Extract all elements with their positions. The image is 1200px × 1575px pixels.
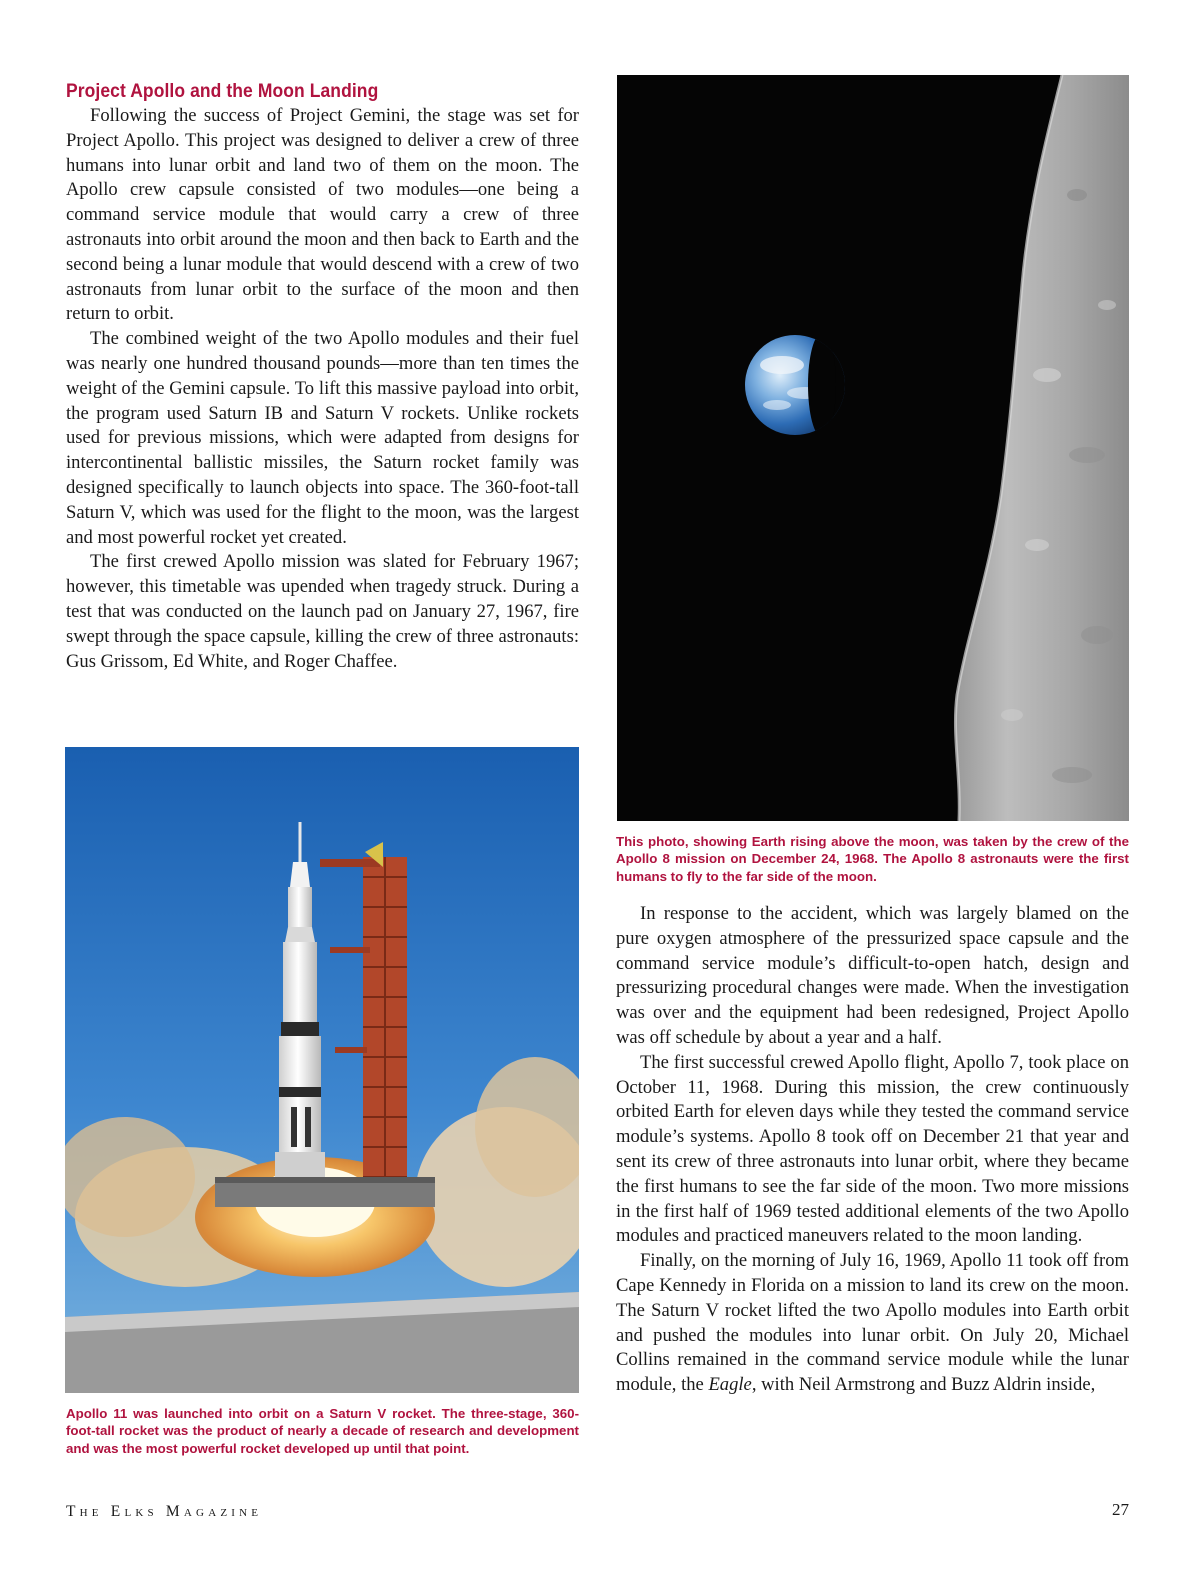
paragraph: The first crewed Apollo mission was slated for February 1967; however, this timetable was upended when tragedy struck. During a test that was conducted on the launch pad on January 27, 1967, fire swept through the space capsule, killing the crew of three astronauts: Gus Grissom, Ed White, and Roger Chaffee. [66,551,579,672]
left-text-column [66,80,579,674]
paragraph: In response to the accident, which was largely blamed on the pure oxygen atmosphere of the pressurized space capsule and the command service module’s difficult-to-open hatch, design and pressurizing procedural changes were made. When the investigation was over and the equipment had been redesigned, Project Apollo was off schedule by about a year and a half. [616,903,1129,1048]
right-text-column [616,902,1129,1398]
paragraph: Following the success of Project Gemini, the stage was set for Project Apollo. This project was designed to deliver a crew of three humans into lunar orbit and land two of them on the moon. The Apollo crew capsule consisted of two modules—one being a command service module that would carry a crew of three astronauts into orbit around the moon and then back to Earth and the second being a lunar module that would descend with a crew of two astronauts from lunar orbit to the surface of the moon and then return to orbit. [66,105,579,325]
earthrise-photo [617,75,1129,821]
earthrise-caption: This photo, showing Earth rising above the moon, was taken by the crew of the Apollo 8 mission on December 24, 1968. The Apollo 8 astronauts were the first humans to fly to the far side of the moon. [616,834,1129,884]
rocket-caption: Apollo 11 was launched into orbit on a Saturn V rocket. The three-stage, 360-foot-tall rocket was the product of nearly a decade of research and development and was the most powerful rocket developed up until that point. [66,1406,579,1456]
text-run: , with Neil Armstrong and Buzz Aldrin inside, [751,1374,1096,1396]
paragraph: The first successful crewed Apollo flight, Apollo 7, took place on October 11, 1968. During this mission, the crew continuously orbited Earth for eleven days while they tested the command service module’s systems. Apollo 8 took off on December 21 that year and sent its crew of three astronauts into lunar orbit, where they became the first humans to see the far side of the moon. Two more missions in the first half of 1969 tested additional elements of the two Apollo modules and practiced maneuvers related to the moon landing. [616,1051,1129,1247]
spacecraft-name: Eagle [708,1374,752,1396]
section-heading: Project Apollo and the Moon Landing [66,81,379,102]
magazine-name: The Elks Magazine [66,1503,263,1520]
paragraph: The combined weight of the two Apollo modules and their fuel was nearly one hundred thousand pounds—more than ten times the weight of the Gemini capsule. To lift this massive payload into orbit, the program used Saturn IB and Saturn V rockets. Unlike rockets used for previous missions, which were adapted from designs for intercontinental ballistic missiles, the Saturn rocket family was designed specifically to launch objects into space. The 360-foot-tall Saturn V, which was used for the flight to the moon, was the largest and most powerful rocket yet created. [66,328,579,548]
saturn-v-launch-illustration [65,747,579,1393]
page-number: 27 [1112,1500,1129,1519]
paragraph-final [616,1249,1129,1398]
footer-magazine-name [66,1503,262,1521]
text-run: Finally, on the morning of July 16, 1969, Apollo 11 took off from Cape Kennedy in Florida on a mission to land its crew on the moon. The Saturn V rocket lifted the two Apollo modules into Earth orbit and pushed the modules into lunar orbit. On July 20, Michael Collins remained in the command service module while the lunar module, the [616,1250,1129,1396]
rocket-launch-photo [65,747,579,1393]
earthrise-illustration [617,75,1129,821]
